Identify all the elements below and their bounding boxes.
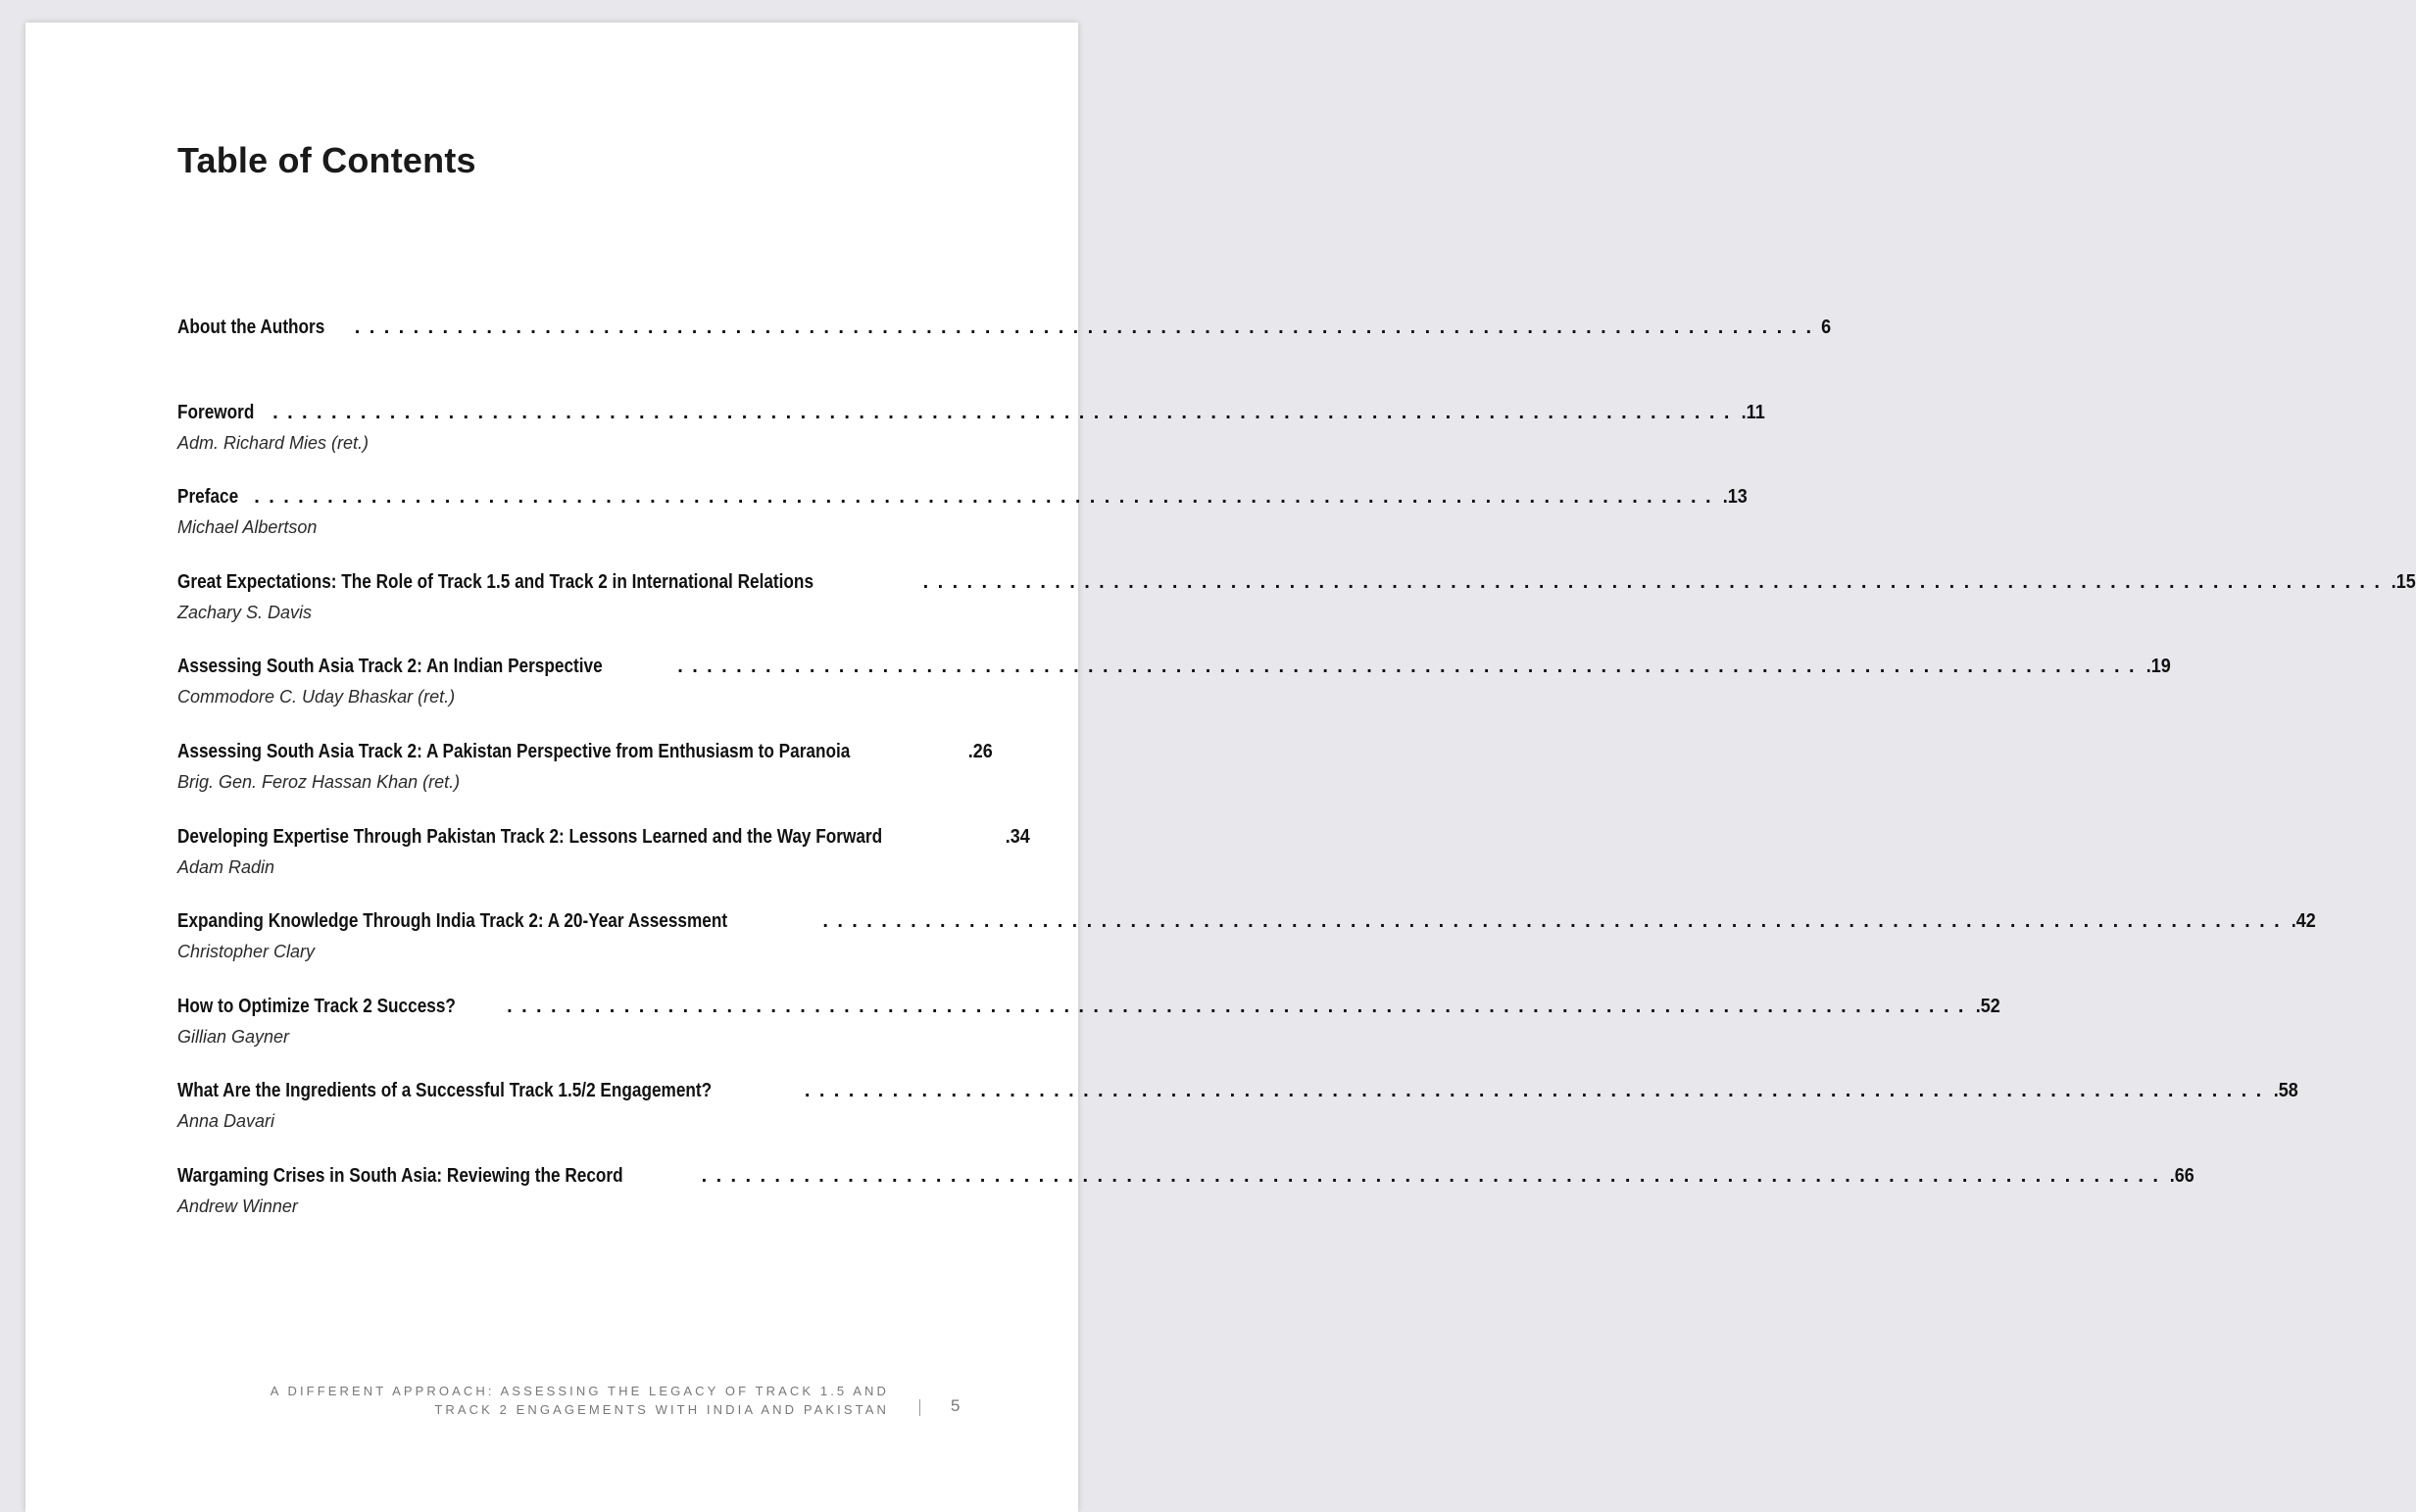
toc-entry-link[interactable] bbox=[177, 825, 1030, 855]
toc-entry-author: Commodore C. Uday Bhaskar (ret.) bbox=[177, 687, 456, 707]
footer-page-number: 5 bbox=[951, 1396, 961, 1415]
toc-entry-link[interactable] bbox=[177, 995, 2000, 1025]
toc-entry-title: Assessing South Asia Track 2: An Indian Perspective bbox=[177, 656, 603, 678]
toc-page-number: .13 bbox=[1722, 486, 1748, 509]
toc-entry bbox=[177, 317, 1832, 402]
toc-page-number: .52 bbox=[1975, 995, 2000, 1017]
toc-page-number: .66 bbox=[2170, 1164, 2195, 1187]
toc-entry-author bbox=[177, 348, 959, 371]
toc-entry bbox=[177, 1164, 2195, 1250]
footer-line-1: A DIFFERENT APPROACH: ASSESSING THE LEGACY OF TRACK 1.5 AND bbox=[270, 1384, 889, 1398]
footer-line-2: TRACK 2 ENGAGEMENTS WITH INDIA AND PAKISTAN bbox=[434, 1402, 889, 1417]
toc-page-number: .42 bbox=[2291, 910, 2316, 933]
toc-entry-title: Expanding Knowledge Through India Track 2: A 20-Year Assessment bbox=[177, 910, 728, 933]
toc-entry bbox=[177, 995, 2000, 1081]
dot-leader: .................................................................................................... bbox=[254, 486, 1720, 509]
toc-entry-title: What Are the Ingredients of a Successful Track 1.5/2 Engagement? bbox=[177, 1080, 713, 1102]
toc-entry-title: Wargaming Crises in South Asia: Reviewing the Record bbox=[177, 1164, 623, 1187]
page-title: Table of Contents bbox=[177, 140, 476, 180]
toc-entry-link[interactable] bbox=[177, 1080, 2298, 1109]
dot-leader: .................................................................................................... bbox=[507, 995, 1973, 1017]
toc-entry-author: Gillian Gayner bbox=[177, 1026, 290, 1047]
toc-entry-title: Foreword bbox=[177, 401, 255, 423]
toc-entry-title: Great Expectations: The Role of Track 1.5 and Track 2 in International Relations bbox=[177, 570, 814, 593]
toc-page-number: 6 bbox=[1821, 317, 1832, 338]
dot-leader: .................................................................................................... bbox=[804, 1080, 2271, 1102]
toc-page-number: .58 bbox=[2273, 1080, 2298, 1102]
toc-entry-title: Developing Expertise Through Pakistan Track 2: Lessons Learned and the Way Forward bbox=[177, 825, 883, 848]
toc-entry-author: Adm. Richard Mies (ret.) bbox=[177, 432, 370, 453]
dot-leader: .................................................................................................... bbox=[354, 317, 1821, 338]
toc-entry-author: Adam Radin bbox=[177, 856, 275, 877]
table-of-contents bbox=[177, 317, 2416, 1250]
toc-entry bbox=[177, 656, 2171, 741]
toc-entry-author: Brig. Gen. Feroz Hassan Khan (ret.) bbox=[177, 771, 461, 792]
toc-entry-author: Andrew Winner bbox=[177, 1195, 298, 1216]
dot-leader: .................................................................................................... bbox=[701, 1164, 2168, 1187]
toc-entry-link[interactable] bbox=[177, 656, 2171, 685]
toc-entry-title: How to Optimize Track 2 Success? bbox=[177, 995, 456, 1017]
toc-entry-link[interactable] bbox=[177, 486, 1748, 515]
toc-entry-title: Preface bbox=[177, 486, 239, 509]
toc-entry bbox=[177, 825, 1030, 911]
toc-entry-link[interactable] bbox=[177, 401, 1765, 431]
dot-leader: .................................................................................................... bbox=[272, 401, 1739, 423]
toc-entry bbox=[177, 740, 993, 826]
toc-entry-author: Michael Albertson bbox=[177, 517, 318, 538]
toc-entry-link[interactable] bbox=[177, 1164, 2195, 1195]
toc-entry-title: Assessing South Asia Track 2: A Pakistan Perspective from Enthusiasm to Paranoia bbox=[177, 740, 851, 762]
toc-page-number: .11 bbox=[1741, 401, 1765, 423]
dot-leader: .................................................................................................... bbox=[677, 656, 2144, 678]
toc-entry-author: Anna Davari bbox=[177, 1111, 275, 1132]
toc-entry-title: About the Authors bbox=[177, 317, 325, 338]
toc-page-number: .26 bbox=[967, 740, 993, 762]
toc-entry bbox=[177, 486, 1748, 571]
document-page bbox=[25, 23, 2416, 1512]
toc-entry bbox=[177, 910, 2316, 996]
toc-entry bbox=[177, 401, 1765, 487]
running-footer bbox=[271, 1382, 889, 1419]
toc-entry-author: Zachary S. Davis bbox=[177, 602, 313, 622]
toc-entry-author: Christopher Clary bbox=[177, 942, 316, 962]
toc-entry bbox=[177, 570, 2416, 657]
dot-leader: .................................................................................................... bbox=[822, 910, 2290, 933]
toc-entry-link[interactable] bbox=[177, 740, 993, 770]
toc-entry-link[interactable] bbox=[177, 910, 2316, 940]
toc-entry bbox=[177, 1080, 2298, 1165]
toc-entry-link[interactable] bbox=[177, 317, 1832, 346]
footer-divider bbox=[919, 1399, 920, 1416]
toc-page-number: .34 bbox=[1005, 825, 1030, 848]
toc-page-number: .19 bbox=[2145, 656, 2171, 678]
dot-leader: .................................................................................................... bbox=[922, 570, 2390, 593]
toc-entry-link[interactable] bbox=[177, 570, 2416, 601]
toc-page-number: .15 bbox=[2391, 570, 2416, 593]
